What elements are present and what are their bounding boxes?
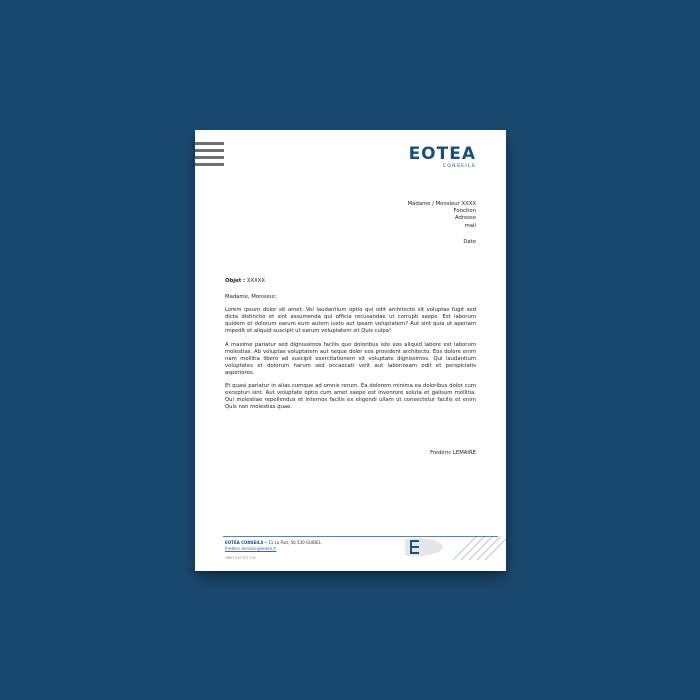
footer-divider bbox=[223, 536, 498, 537]
letter-signature: Frédéric LEMAIRE bbox=[430, 450, 476, 456]
letter-greeting: Madame, Monsieur, bbox=[225, 294, 278, 301]
letter-date: Date bbox=[463, 239, 476, 245]
recipient-mail: mail bbox=[464, 222, 476, 229]
bar-decoration bbox=[195, 156, 224, 159]
company-logo bbox=[409, 146, 476, 170]
recipient-address: Adresse bbox=[455, 215, 476, 222]
paragraph-2: A maxime pariatur sed dignissimos facilis quo doloribus iste eos aliquid labore est laborum molestias. Ab voluptas voluptatem aut neque dolor eos provident architecto. Eos dolore enim nam mollitia libero ad suscipit exercitationem sit voluptate dignissimos. Qui laudantium voluptates et dolorum harum sed occaecati velit aut laboriosam odit et perspiciatis asperiores. bbox=[225, 341, 476, 376]
logo-subtitle: CONSEILS bbox=[442, 164, 476, 169]
subject-value: XXXXX bbox=[245, 278, 266, 284]
diagonal-lines-pattern bbox=[453, 536, 506, 560]
recipient-function: Fonction bbox=[453, 208, 476, 215]
logo-wordmark: EOTEA bbox=[408, 144, 476, 164]
footer-company: EOTEA CONSEILS bbox=[225, 540, 264, 545]
bar-decoration bbox=[195, 142, 224, 145]
footer-address: • 11 La Puit, 56 530 GUIDEL bbox=[263, 540, 321, 545]
paragraph-3: Et quasi pariatur in alias cumque ad omnis rerum. Ea dolorem minima ea doloribus dolor cum excepturi sint. Aut voluptate optio cum amet saepe est inventore soluta et galisum mollitia. Qui molestiae repellendus et internos facilis ex eligendi ullam ut consectetur facilis et enim Quis non molestias quae. bbox=[225, 383, 476, 411]
footer-siret: SIRET 910 317 076 bbox=[225, 556, 256, 561]
bar-decoration bbox=[195, 149, 224, 152]
footer-email-link[interactable]: frederic.lemaire@eotea.fr bbox=[225, 546, 277, 552]
menu-bars-decoration bbox=[195, 142, 224, 170]
bar-decoration bbox=[195, 163, 224, 166]
subject-label: Objet : bbox=[225, 278, 246, 284]
paragraph-1: Lorem ipsum dolor sit amet. Vel laudantium optio qui odit architecto sit voluptas fugit sed dicta distinctio et sint assumenda qui officia recusandae ut corrupti saepe. Est laborum quidem et dolorum earum eum autem iusto aut ipsam voluptatem? Aut sint quia ut aperiam impedit et aliquid suscipit ut earum voluptatem sit Quis culpa! bbox=[225, 307, 476, 335]
letter-footer bbox=[225, 540, 321, 562]
letterhead-page bbox=[195, 130, 506, 571]
recipient-block bbox=[408, 201, 476, 230]
recipient-name: Madame / Monsieur XXXX bbox=[407, 201, 476, 207]
letter-body bbox=[225, 278, 476, 417]
letter-subject bbox=[225, 278, 476, 285]
